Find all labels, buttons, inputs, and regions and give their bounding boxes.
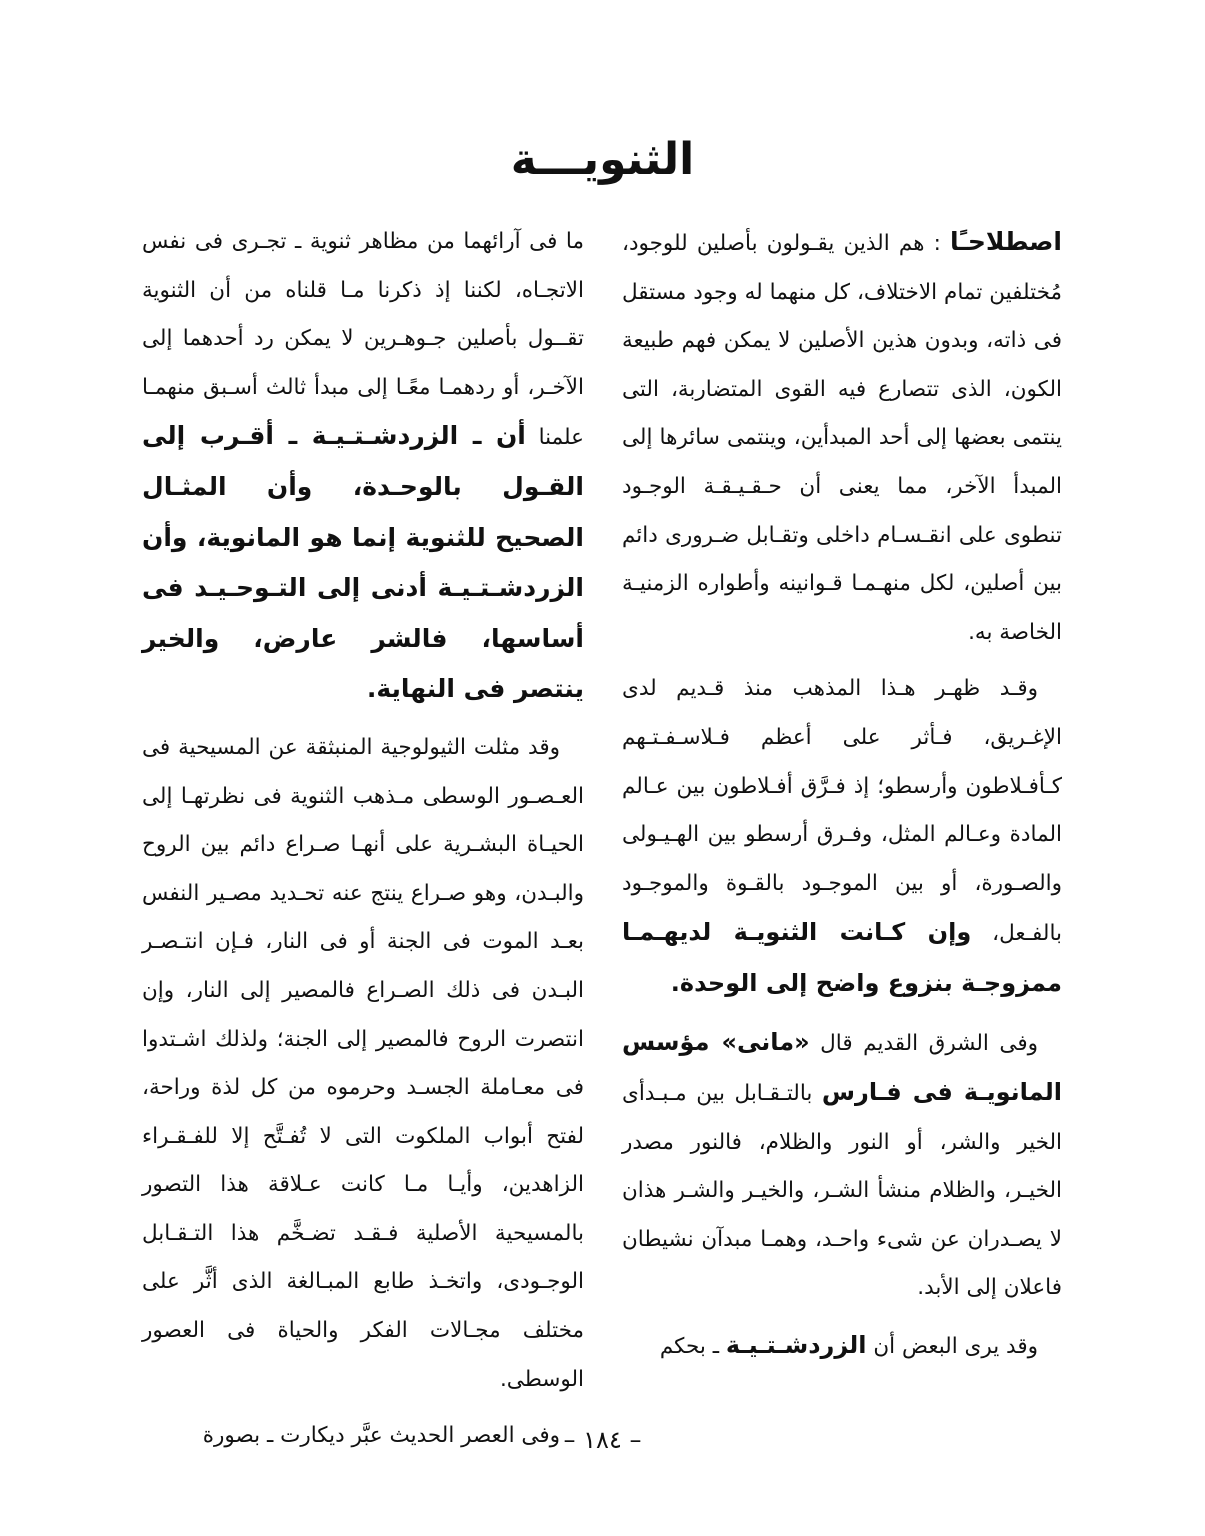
paragraph-zoroastrian	[622, 1321, 1062, 1372]
greeks-bold: وإن كـانت الثنويـة لديهـمـا ممزوجـة بنزوع واضح إلى الوحدة.	[622, 918, 1062, 997]
paragraph-theology	[142, 724, 584, 1404]
paragraph-continuation	[142, 218, 584, 716]
zoroastrian-bold: الزردشـتـيـة	[725, 1331, 867, 1360]
greeks-text: وقـد ظهـر هـذا المذهب منذ قـديم لدى الإغـريق، فـأثر على أعظم فـلاسـفـتـهم كـأفـلاطون وأرسطو؛ إذ فـرَّق أفـلاطون بين عـالم المادة وعـالم المثل، وفـرق أرسطو بين الهـيـولى والصـورة، أو بين الموجـود بالقـوة والموجـود بالفـعل،	[622, 676, 1062, 947]
definition-text: : هم الذين يقـولون بأصلين للوجود، مُختلفين تمام الاختلاف، كل منهما له وجود مستقل فى ذاته، وبدون هذين الأصلين لا يمكن فهم طبيعة الكون، الذى تتصارع فيه القوى المتضاربة، التى ينتمى بعضها إلى أحد المبدأين، وينتمى سائرها إلى المبدأ الآخر، مما يعنى أن حـقـيـقـة الوجـود تنطوى على انقـسـام داخلى وتقـابل ضـرورى دائم بين أصلين، لكل منهـمـا قـوانينه وأطواره الزمنيـة الخاصة به.	[622, 231, 1062, 645]
modern-text: وفى العصر الحديث عبَّر ديكارت ـ بصورة	[202, 1423, 560, 1449]
paragraph-definition	[622, 218, 1062, 657]
zoroastrian-text-b: ـ بحكم	[659, 1334, 726, 1360]
paragraph-greeks	[622, 665, 1062, 1009]
mani-text-a: وفى الشرق القديم قال	[809, 1030, 1038, 1056]
term-label: اصطلاحـًا	[949, 227, 1062, 256]
right-column	[622, 218, 1062, 1380]
mani-bold: «مانى» مؤسس المانويـة فى فـارس	[622, 1027, 1062, 1107]
zoroastrian-text-a: وقد يرى البعض أن	[866, 1334, 1038, 1360]
continuation-bold: أن ـ الزردشـتـيـة ـ أقـرب إلى القـول بالوحـدة، وأن المثـال الصحيح للثنوية إنما هو المانوية، وأن الزردشـتـيـة أدنى إلى التـوحـيـد فى أساسها، فالشر عارض، والخير ينتصر فى النهاية.	[142, 421, 584, 704]
mani-text-b: بالتـقـابل بين مـبـدأى الخير والشر، أو النور والظلام، فالنور مصدر الخيـر، والظلام منشأ الشـر، والخيـر والشـر هذان لا يصـدران عن شىء واحـد، وهمـا مبدآن نشيطان فاعلان إلى الأبد.	[622, 1081, 1062, 1301]
continuation-text: ما فى آرائهما من مظاهر ثنوية ـ تجـرى فى نفس الاتجـاه، لكننا إذ ذكرنا مـا قلناه من أن الثنوية تقــول بأصلين جـوهـرين لا يمكن رد أحدهما إلى الآخـر، أو ردهمـا معًـا إلى مبدأ ثالث أسـبق منهمـا علمنا	[142, 229, 584, 451]
left-column	[142, 218, 584, 1469]
paragraph-mani	[622, 1018, 1062, 1314]
theology-text: وقد مثلت الثيولوجية المنبثقة عن المسيحية فى العـصـور الوسطى مـذهب الثنوية فى نظرتهـا إلى الحيـاة البشـرية على أنهـا صـراع دائم بين الروح والبـدن، وهو صـراع ينتج عنه تحـديد مصـير النفس بعـد الموت فى الجنة أو فى النار، فـإن انتـصـر البـدن فى ذلك الصـراع فالمصير إلى النار، وإن انتصرت الروح فالمصير إلى الجنة؛ ولذلك اشـتدوا فى معـاملة الجسـد وحرموه من كل لذة وراحة، لفتح أبواب الملكوت التى لا تُفـتَّح إلا للفـقـراء الزاهدين، وأيـا مـا كانت عـلاقة هذا التصور بالمسيحية الأصلية فـقـد تضـخَّم هذا التـقـابل الوجـودى، واتخـذ طابع المبـالغة الذى أثَّر على مختلف مجـالات الفكر والحياة فى العصور الوسطى.	[142, 734, 584, 1392]
page-number: – ١٨٤ –	[563, 1426, 642, 1454]
page-title: الثنويـــة	[510, 134, 695, 185]
